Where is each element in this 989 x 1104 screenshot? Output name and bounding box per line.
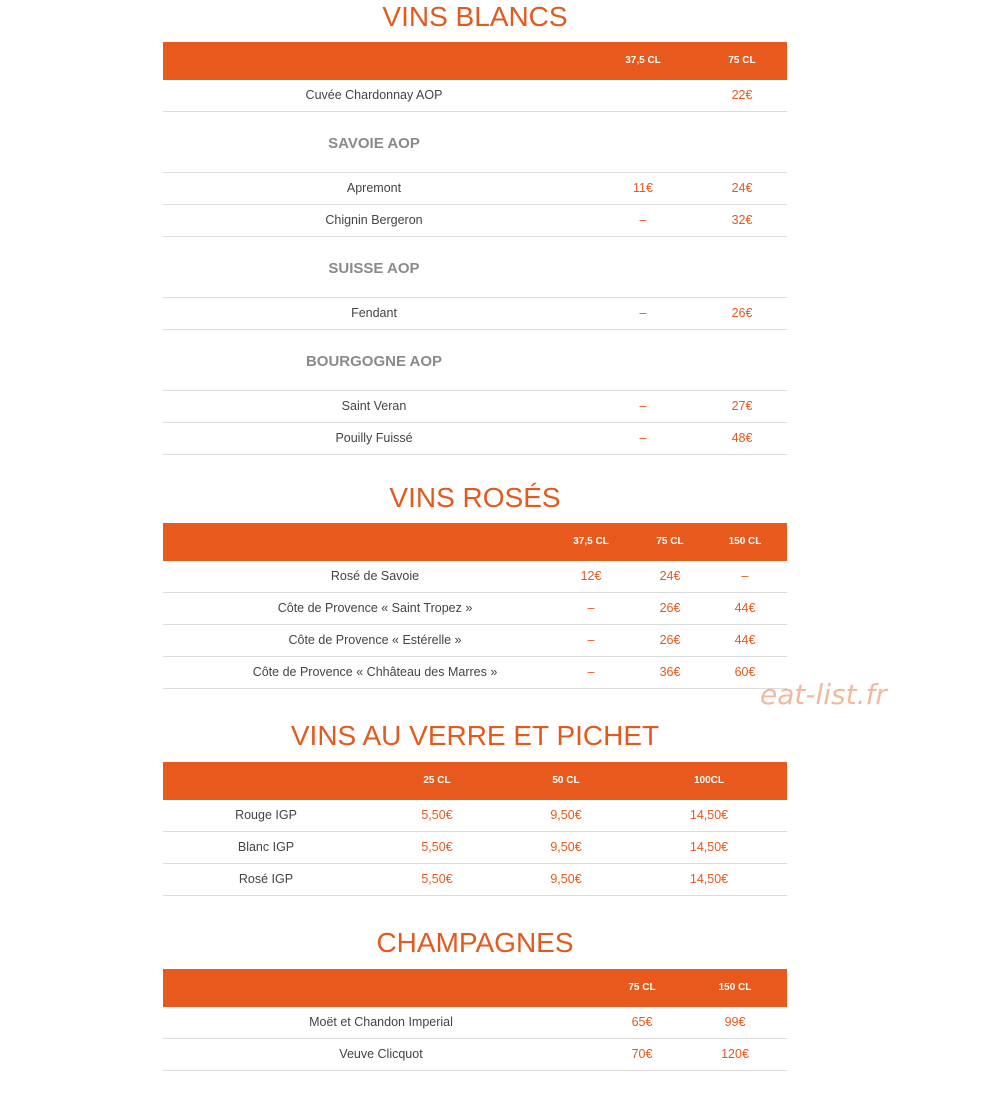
title-champagnes: CHAMPAGNES	[376, 927, 574, 958]
table-header	[163, 762, 787, 800]
col-header: 100CL	[693, 775, 724, 786]
price: –	[741, 569, 749, 583]
price: 120€	[721, 1047, 749, 1061]
table-row	[163, 391, 787, 423]
table-header	[163, 42, 787, 80]
watermark: eat-list.fr	[760, 678, 887, 711]
table-champagnes	[163, 969, 787, 1071]
table-row	[163, 800, 787, 832]
price: 9,50€	[550, 872, 582, 886]
price: 26€	[659, 601, 681, 615]
price: 70€	[631, 1047, 653, 1061]
table-row	[163, 173, 787, 205]
col-header: 150 CL	[718, 982, 752, 993]
col-header: 75 CL	[656, 536, 684, 547]
price: 12€	[580, 569, 602, 583]
price: –	[639, 399, 647, 413]
table-row	[163, 1039, 787, 1071]
subsection-title: SAVOIE AOP	[328, 135, 420, 152]
table-row	[163, 864, 787, 896]
table-row	[163, 561, 787, 593]
table-row	[163, 593, 787, 625]
title-vins-au-verre: VINS AU VERRE ET PICHET	[290, 720, 660, 751]
title-vins-blancs: VINS BLANCS	[382, 1, 568, 32]
col-header: 75 CL	[728, 55, 756, 66]
table-header	[163, 969, 787, 1007]
wine-name: Pouilly Fuissé	[335, 431, 413, 445]
price: –	[639, 306, 647, 320]
col-header: 37,5 CL	[625, 55, 661, 66]
price: 24€	[659, 569, 681, 583]
price: 99€	[724, 1015, 746, 1029]
price: 65€	[631, 1015, 653, 1029]
wine-name: Moët et Chandon Imperial	[309, 1015, 453, 1029]
price: 48€	[731, 431, 753, 445]
title-vins-roses: VINS ROSÉS	[389, 482, 561, 513]
price: 24€	[731, 181, 753, 195]
wine-name: Saint Veran	[341, 399, 407, 413]
wine-name: Blanc IGP	[237, 840, 295, 854]
subsection-suisse	[163, 237, 787, 298]
price: 14,50€	[689, 840, 729, 854]
price: 11€	[633, 181, 653, 195]
price: 26€	[659, 633, 681, 647]
table-row	[163, 205, 787, 237]
table-vins-roses	[163, 523, 787, 689]
price: 14,50€	[689, 872, 729, 886]
price: 14,50€	[689, 808, 729, 822]
price: –	[639, 213, 647, 227]
col-header: 150 CL	[728, 536, 762, 547]
price: 22€	[731, 88, 753, 102]
wine-name: Côte de Provence « Chhâteau des Marres »	[252, 665, 498, 679]
col-header: 50 CL	[552, 775, 580, 786]
col-header: 25 CL	[423, 775, 451, 786]
table-row	[163, 657, 787, 689]
wine-name: Chignin Bergeron	[325, 213, 423, 227]
price: 27€	[731, 399, 753, 413]
table-vins-blancs	[163, 42, 787, 455]
table-row	[163, 298, 787, 330]
subsection-bourgogne	[163, 330, 787, 391]
price: 44€	[734, 601, 756, 615]
price: 44€	[734, 633, 756, 647]
table-row	[163, 1007, 787, 1039]
price: 32€	[731, 213, 753, 227]
price: 9,50€	[550, 808, 582, 822]
col-header: 75 CL	[628, 982, 656, 993]
price: 26€	[731, 306, 753, 320]
wine-name: Rouge IGP	[235, 808, 297, 822]
price: 5,50€	[421, 808, 453, 822]
price: 9,50€	[550, 840, 582, 854]
price: –	[639, 431, 647, 445]
wine-name: Rosé de Savoie	[330, 569, 420, 583]
table-row	[163, 832, 787, 864]
table-header	[163, 523, 787, 561]
table-row	[163, 80, 787, 112]
subsection-title: SUISSE AOP	[328, 260, 420, 277]
subsection-savoie	[163, 112, 787, 173]
price: –	[587, 633, 595, 647]
col-header: 37,5 CL	[573, 536, 609, 547]
subsection-title: BOURGOGNE AOP	[305, 353, 443, 370]
price: –	[587, 665, 595, 679]
wine-name: Rosé IGP	[238, 872, 294, 886]
wine-name: Côte de Provence « Estérelle »	[288, 633, 462, 647]
table-row	[163, 625, 787, 657]
wine-name: Veuve Clicquot	[339, 1047, 423, 1061]
table-vins-au-verre	[163, 762, 787, 896]
wine-name: Cuvée Chardonnay AOP	[305, 88, 443, 102]
price: –	[587, 601, 595, 615]
wine-name: Fendant	[351, 306, 397, 320]
price: 60€	[734, 665, 756, 679]
price: 5,50€	[421, 872, 453, 886]
wine-name: Apremont	[346, 181, 402, 195]
table-row	[163, 423, 787, 455]
price: 5,50€	[421, 840, 453, 854]
wine-name: Côte de Provence « Saint Tropez »	[277, 601, 473, 615]
price: 36€	[659, 665, 681, 679]
